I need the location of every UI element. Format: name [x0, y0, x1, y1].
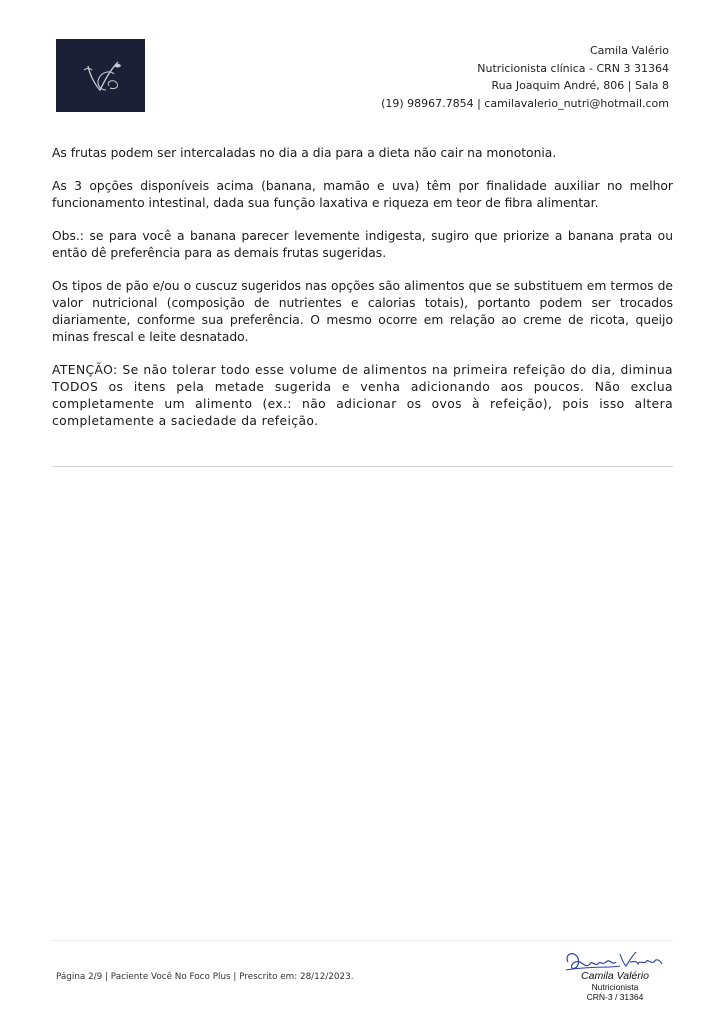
signature-name: Camila Valério [581, 970, 649, 982]
nutritionist-title: Nutricionista clínica - CRN 3 31364 [477, 61, 669, 75]
document-body [52, 145, 673, 446]
cv-monogram-logo-icon [66, 46, 136, 106]
letterhead [381, 42, 669, 112]
paragraph-options: As 3 opções disponíveis acima (banana, mamão e uva) têm por finalidade auxiliar no melhor funcionamento intestinal, dada sua função laxativa e riqueza em teor de fibra alimentar. [52, 179, 673, 210]
section-divider [52, 466, 673, 467]
paragraph-bread: Os tipos de pão e/ou o cuscuz sugeridos nas opções são alimentos que se substituem em termos de valor nutricional (composição de nutrientes e calorias totais), portanto podem ser trocados diariamente, conforme sua preferência. O mesmo ocorre em relação ao creme de ricota, queijo minas frescal e leite desnatado. [52, 279, 673, 344]
nutritionist-name: Camila Valério [589, 44, 669, 57]
signature-crn: CRN-3 / 31364 [586, 992, 644, 1002]
clinic-address: Rua Joaquim André, 806 | Sala 8 [491, 79, 669, 92]
paragraph-obs: Obs.: se para você a banana parecer levemente indigesta, sugiro que priorize a banana prata ou então dê preferência para as demais frutas sugeridas. [52, 229, 673, 260]
signature-role: Nutricionista [591, 982, 639, 992]
page-footer: Página 2/9 | Paciente Você No Foco Plus | Prescrito em: 28/12/2023. [56, 972, 354, 982]
paragraph-fruits: As frutas podem ser intercaladas no dia a dia para a dieta não cair na monotonia. [52, 146, 557, 160]
logo [56, 39, 145, 112]
contact-info: (19) 98967.7854 | camilavalerio_nutri@hotmail.com [381, 96, 669, 110]
paragraph-attention: ATENÇÃO: Se não tolerar todo esse volume de alimentos na primeira refeição do dia, diminua TODOS os itens pela metade sugerida e venha adicionando aos poucos. Não exclua completamente um alimento (ex.: não adicionar os ovos à refeição), pois isso altera completamente a saciedade da refeição. [52, 363, 673, 428]
footer-divider [52, 940, 673, 941]
